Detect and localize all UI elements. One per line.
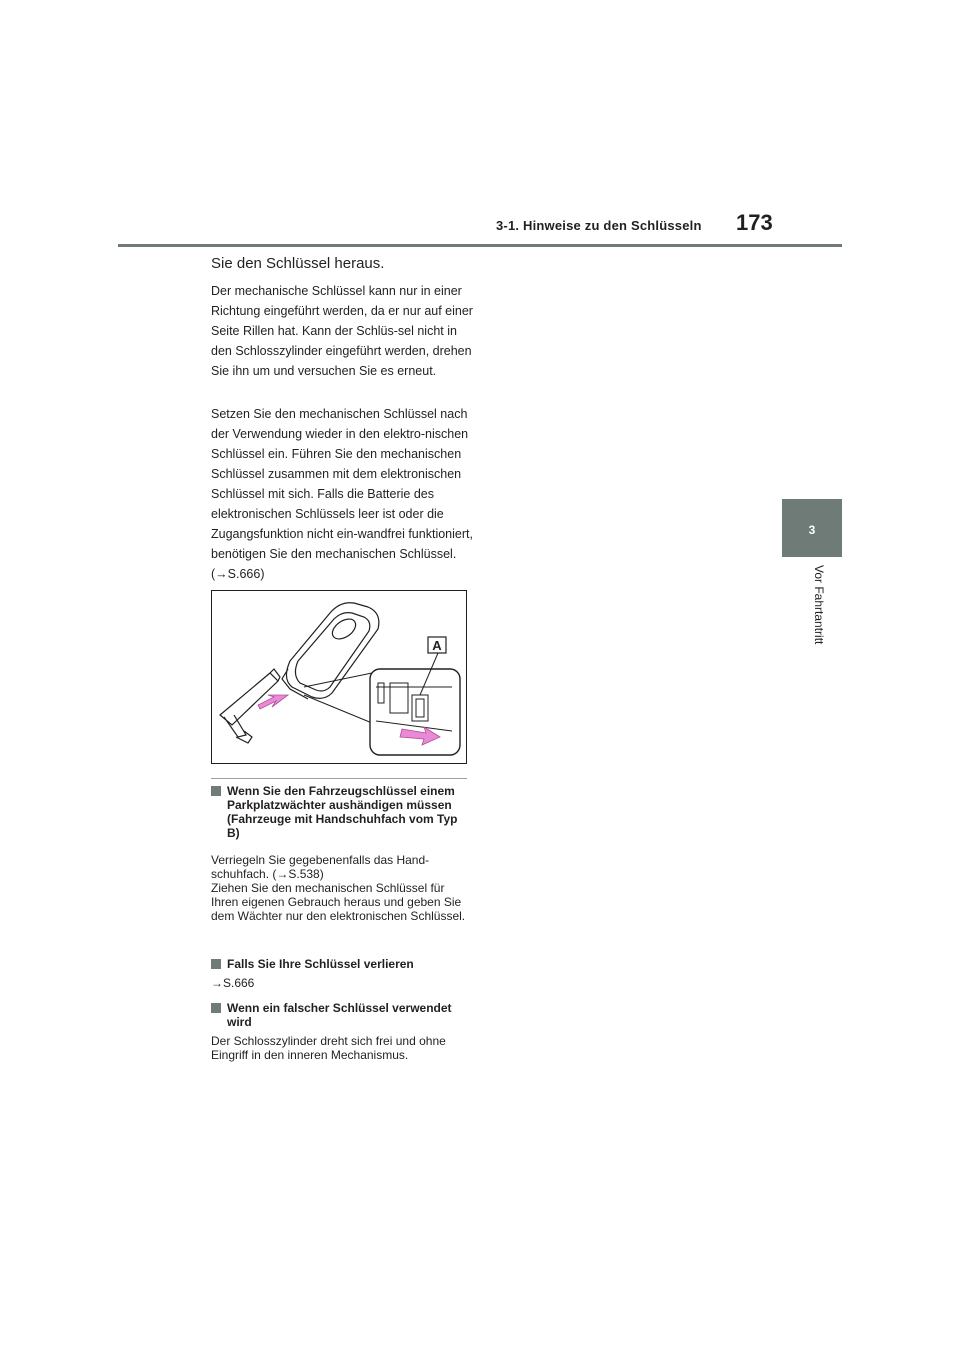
square-bullet-icon [211, 786, 221, 796]
note-body-lost-keys: →S.666 [211, 976, 255, 990]
chapter-tab [782, 499, 842, 557]
section-divider [211, 778, 467, 779]
lead-line: Sie den Schlüssel heraus. [211, 255, 385, 272]
note-heading-wrong-key [211, 1001, 473, 1029]
note-body-valet: Verriegeln Sie gegebenenfalls das Hand- schuhfach. (→S.538) Ziehen Sie den mechanischen Schlüssel für Ihren eigenen Gebrauch heraus und geben Sie dem Wächter nur den elektronischen Schlüssel. [211, 853, 466, 923]
key-illustration [211, 590, 467, 764]
section-title: 3-1. Hinweise zu den Schlüsseln [496, 218, 702, 233]
note-heading-valet [211, 784, 473, 840]
note-body-wrong-key: Der Schlosszylinder dreht sich frei und ohne Eingriff in den inneren Mechanismus. [211, 1034, 446, 1062]
note-heading-text: Falls Sie Ihre Schlüssel verlieren [227, 957, 414, 971]
chapter-label: Vor Fahrtantritt [812, 565, 826, 645]
paragraph-1: Der mechanische Schlüssel kann nur in einer Richtung eingeführt werden, da er nur auf einer Seite Rillen hat. Kann der Schlüs-sel nicht in den Schlosszylinder eingeführt werden, drehen Sie ihn um und versuchen Sie es erneut. [211, 284, 473, 378]
square-bullet-icon [211, 1003, 221, 1013]
note-heading-lost-keys [211, 957, 473, 971]
square-bullet-icon [211, 959, 221, 969]
note-heading-text: Wenn Sie den Fahrzeugschlüssel einem Parkplatzwächter aushändigen müssen (Fahrzeuge mit Handschuhfach vom Typ B) [227, 784, 458, 840]
page-number: 173 [736, 210, 773, 235]
note-heading-text: Wenn ein falscher Schlüssel verwendet wird [227, 1001, 452, 1029]
chapter-number: 3 [808, 523, 816, 537]
header-rule [118, 244, 842, 247]
paragraph-2: Setzen Sie den mechanischen Schlüssel nach der Verwendung wieder in den elektro-nischen Schlüssel ein. Führen Sie den mechanischen Schlüssel zusammen mit dem elektronischen Schlüssel mit sich. Falls die Batterie des elektronischen Schlüssels leer ist oder die Zugangsfunktion nicht ein-wandfrei funktioniert, benötigen Sie den mechanischen Schlüssel. (→S.666) [211, 407, 473, 581]
key-illustration-drawing [212, 591, 468, 765]
pull-arrow-left [258, 695, 288, 709]
callout-label-a: A [432, 638, 442, 653]
